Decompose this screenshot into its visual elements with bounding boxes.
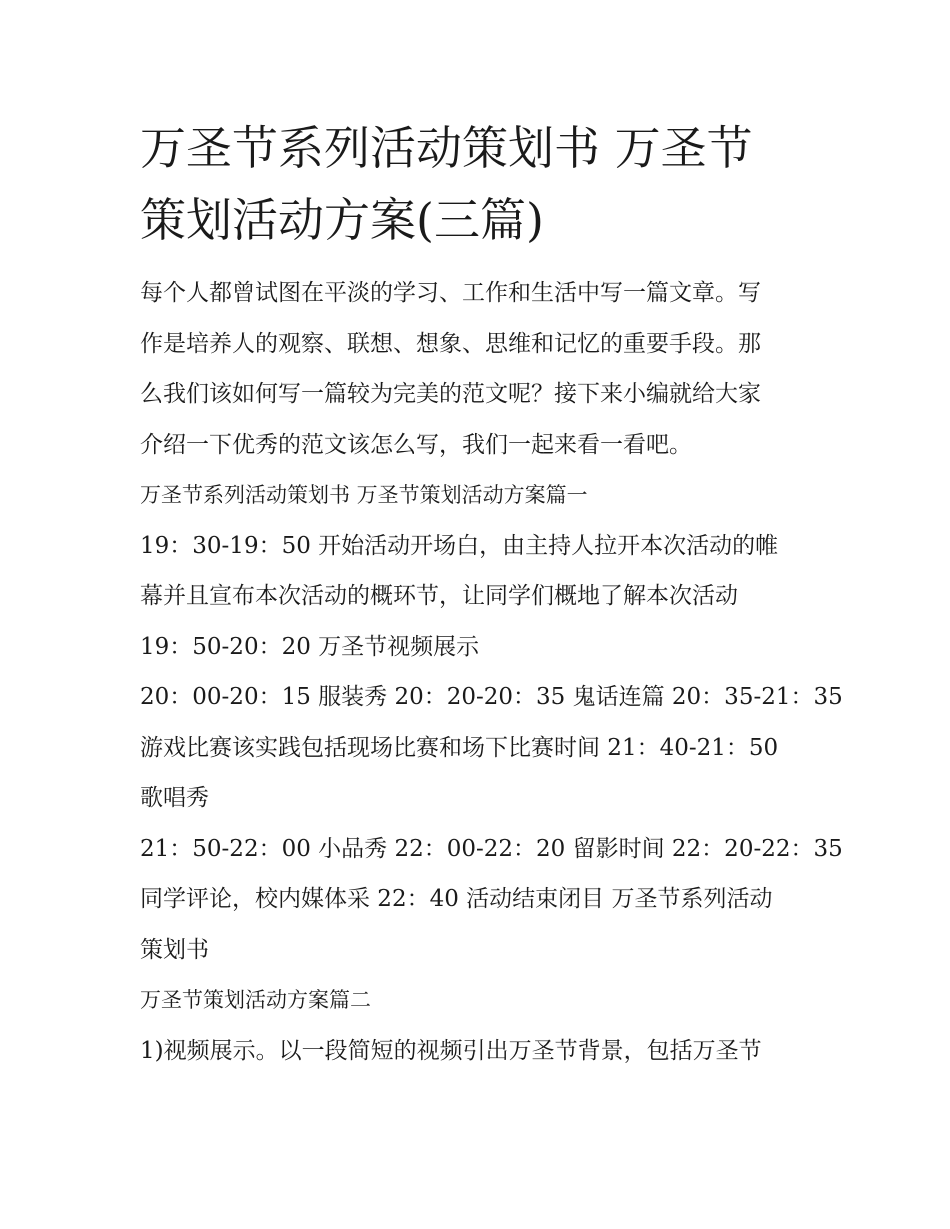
intro-line-4: 介绍一下优秀的范文该怎么写，我们一起来看一看吧。 — [140, 431, 692, 458]
title-line-1: 万圣节系列活动策划书 万圣节 — [140, 121, 753, 175]
intro-line-2: 作是培养人的观察、联想、想象、思维和记忆的重要手段。那 — [140, 330, 761, 357]
intro-line-1: 每个人都曾试图在平淡的学习、工作和生活中写一篇文章。写 — [140, 280, 761, 306]
schedule-line-4: 20：00-20：15 服装秀 20：20-20：35 鬼话连篇 20：35-21：35 — [140, 684, 843, 710]
section-heading-1: 万圣节系列活动策划书 万圣节策划活动方案篇一 — [140, 483, 588, 507]
title-line-2: 策划活动方案(三篇) — [140, 193, 544, 247]
schedule-line-2: 幕并且宣布本次活动的概环节，让同学们概地了解本次活动 — [140, 583, 738, 609]
schedule-line-8: 同学评论，校内媒体采 22：40 活动结束闭目 万圣节系列活动 — [140, 886, 773, 912]
schedule-line-9: 策划书 — [140, 936, 209, 963]
schedule-line-6: 歌唱秀 — [140, 785, 209, 811]
document-body — [140, 112, 843, 1076]
schedule-line-3: 19：50-20：20 万圣节视频展示 — [140, 633, 480, 660]
section-heading-2: 万圣节策划活动方案篇二 — [140, 988, 371, 1012]
schedule-line-5: 游戏比赛该实践包括现场比赛和场下比赛时间 21：40-21：50 — [140, 734, 779, 761]
schedule-line-7: 21：50-22：00 小品秀 22：00-22：20 留影时间 22：20-22：35 — [140, 835, 843, 862]
document-title — [140, 112, 820, 256]
section-2-line-1: 1)视频展示。以一段简短的视频引出万圣节背景，包括万圣节 — [140, 1037, 762, 1064]
schedule-line-1: 19：30-19：50 开始活动开场白，由主持人拉开本次活动的帷 — [140, 532, 779, 559]
intro-line-3: 么我们该如何写一篇较为完美的范文呢？接下来小编就给大家 — [140, 381, 761, 407]
